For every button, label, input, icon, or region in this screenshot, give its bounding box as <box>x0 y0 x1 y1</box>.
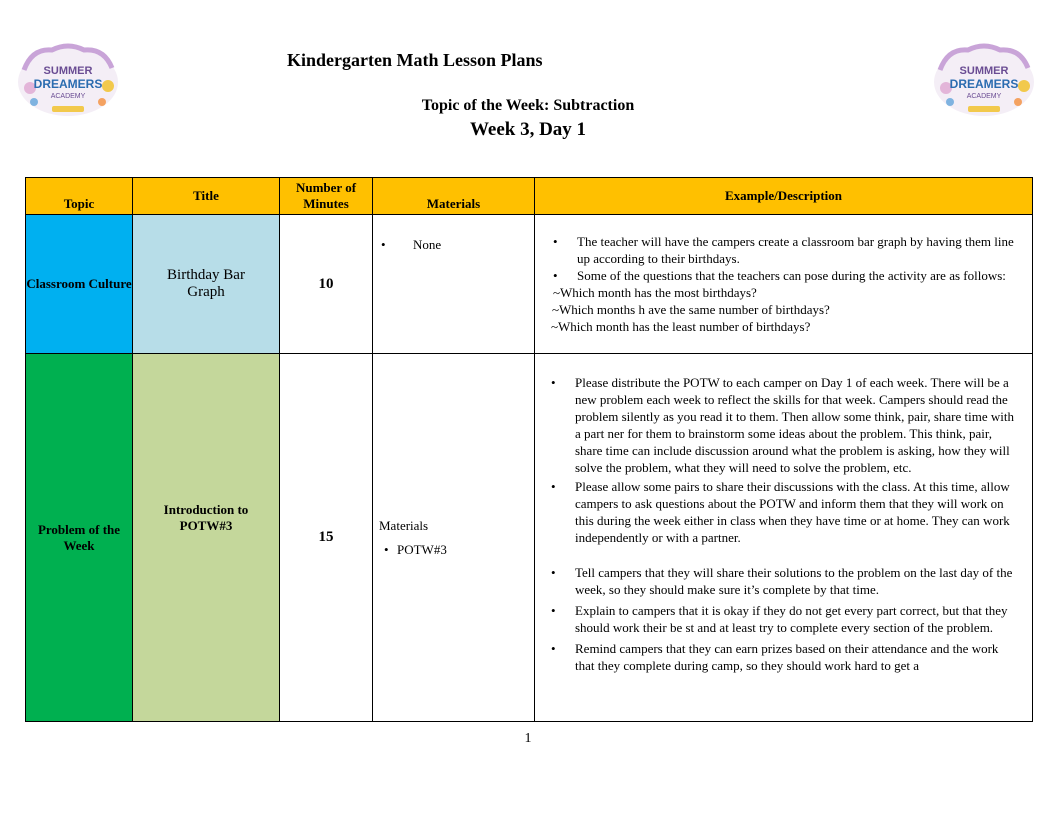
week-day: Week 3, Day 1 <box>469 119 587 140</box>
row-minutes: 15 <box>280 354 373 722</box>
description-item: • Remind campers that they can earn prizes based on their attendance and the work that they complete during camp, so they should work hard to get a <box>539 640 1014 674</box>
description-item: • Tell campers that they will share their solutions to the problem on the last day of the week, so they should make sure it’s complete by that time. <box>539 564 1014 598</box>
header-materials: Materials <box>373 178 535 215</box>
table-row <box>26 215 1033 354</box>
materials-item: • None <box>381 237 442 252</box>
question-item: ~Which months h ave the same number of birthdays? <box>552 302 830 317</box>
materials-label: Materials <box>379 517 429 533</box>
description-item: • Please distribute the POTW to each camper on Day 1 of each week. There will be a new problem each week to reflect the skills for that week. Campers should read the problem silently as you read it to them. Then allow some think, pair, share time with a part ner for them to brainstorm some ideas about the problem. This think, pair, share time can include discussion around what the problem is asking, how they will solve the problem, what they will need to solve the problem, etc. <box>539 374 1014 476</box>
table-row <box>26 354 1033 722</box>
row-materials <box>373 215 535 354</box>
materials-item: • POTW#3 <box>384 541 447 557</box>
header-minutes: Number of Minutes <box>280 178 373 215</box>
row-description <box>535 354 1033 722</box>
row-title: Introduction to POTW#3 <box>133 354 280 722</box>
svg-text:DREAMERS: DREAMERS <box>949 77 1019 91</box>
svg-text:SUMMER: SUMMER <box>43 65 93 77</box>
bullet-icon: • <box>381 237 386 252</box>
row-description <box>535 215 1033 354</box>
header-description: Example/Description <box>535 178 1033 215</box>
table-header-row <box>26 178 1033 215</box>
svg-text:SUMMER: SUMMER <box>959 65 1009 77</box>
description-item: • Some of the questions that the teachers can pose during the activity are as follows: <box>541 267 1014 284</box>
row-minutes: 10 <box>280 215 373 354</box>
row-topic: Problem of the Week <box>26 354 133 722</box>
description-item: • Please allow some pairs to share their discussions with the class. At this time, allow campers to ask questions about the POTW and inform them that they will work on this during the week either in class when they have time or at home. They can work independently or with a partner. <box>539 478 1014 546</box>
document-title: Kindergarten Math Lesson Plans <box>287 50 543 70</box>
header-topic: Topic <box>26 178 133 215</box>
page-number: 1 <box>524 731 532 746</box>
svg-text:ACADEMY: ACADEMY <box>966 93 1002 100</box>
description-item: • Explain to campers that it is okay if they do not get every part correct, but that they should work their be st and at least try to complete every section of the problem. <box>539 602 1014 636</box>
row-materials <box>373 354 535 722</box>
question-item: ~Which month has the least number of birthdays? <box>551 319 811 334</box>
topic-of-week: Topic of the Week: Subtraction <box>421 97 635 114</box>
svg-text:ACADEMY: ACADEMY <box>50 93 86 100</box>
question-item: ~Which month has the most birthdays? <box>553 285 757 300</box>
lesson-plan-table <box>25 177 1033 722</box>
row-title: Birthday Bar Graph <box>133 215 280 354</box>
description-item: • The teacher will have the campers create a classroom bar graph by having them line up according to their birthdays. <box>541 233 1014 267</box>
bullet-icon: • <box>384 541 389 557</box>
row-topic: Classroom Culture <box>26 215 133 354</box>
header-title: Title <box>133 178 280 215</box>
svg-text:DREAMERS: DREAMERS <box>33 77 103 91</box>
